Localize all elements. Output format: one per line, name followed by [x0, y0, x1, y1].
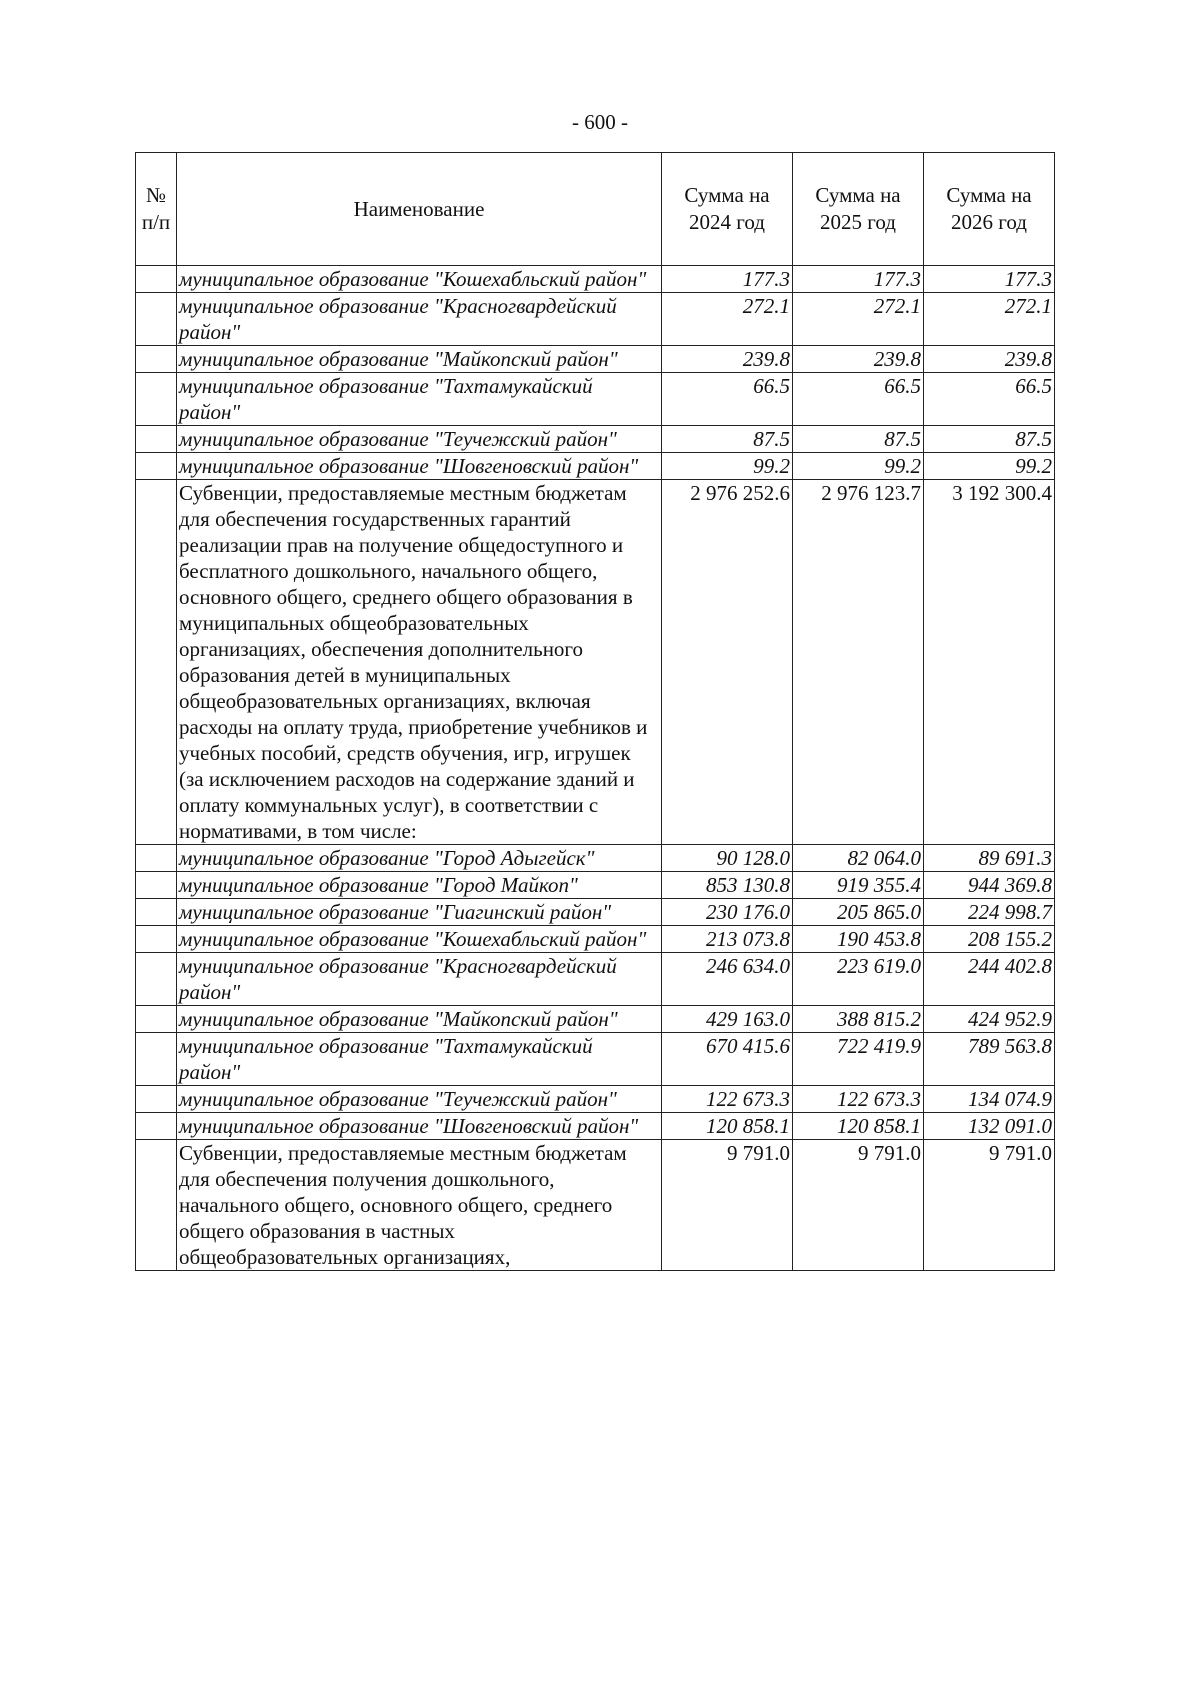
row-number-cell — [136, 1113, 177, 1140]
header-name: Наименование — [177, 153, 662, 266]
row-sum-2025-cell: 122 673.3 — [793, 1086, 924, 1113]
row-number-cell — [136, 266, 177, 293]
row-name-cell: муниципальное образование "Гиагинский район" — [177, 899, 662, 926]
table-row — [136, 1086, 1055, 1113]
table-row — [136, 899, 1055, 926]
table-row — [136, 266, 1055, 293]
row-number-cell — [136, 1006, 177, 1033]
row-sum-2024-cell: 177.3 — [662, 266, 793, 293]
table-row — [136, 1006, 1055, 1033]
row-number-cell — [136, 1140, 177, 1271]
row-sum-2026-cell: 789 563.8 — [924, 1033, 1055, 1086]
row-sum-2024-cell: 853 130.8 — [662, 872, 793, 899]
row-sum-2024-cell: 230 176.0 — [662, 899, 793, 926]
row-sum-2024-cell: 429 163.0 — [662, 1006, 793, 1033]
row-sum-2024-cell: 99.2 — [662, 453, 793, 480]
row-sum-2026-cell: 66.5 — [924, 373, 1055, 426]
table-header-row — [136, 153, 1055, 266]
row-name-cell: муниципальное образование "Шовгеновский район" — [177, 1113, 662, 1140]
table-row — [136, 426, 1055, 453]
row-name-cell: муниципальное образование "Кошехабльский район" — [177, 266, 662, 293]
header-sum-2026: Сумма на 2026 год — [924, 153, 1055, 266]
row-number-cell — [136, 480, 177, 845]
row-sum-2024-cell: 246 634.0 — [662, 953, 793, 1006]
row-sum-2026-cell: 272.1 — [924, 293, 1055, 346]
table-row — [136, 872, 1055, 899]
table-row — [136, 480, 1055, 845]
header-sum-2025: Сумма на 2025 год — [793, 153, 924, 266]
table-row — [136, 1033, 1055, 1086]
row-sum-2024-cell: 120 858.1 — [662, 1113, 793, 1140]
row-sum-2026-cell: 132 091.0 — [924, 1113, 1055, 1140]
row-sum-2026-cell: 424 952.9 — [924, 1006, 1055, 1033]
row-sum-2024-cell: 90 128.0 — [662, 845, 793, 872]
row-sum-2026-cell: 177.3 — [924, 266, 1055, 293]
row-name-cell: муниципальное образование "Кошехабльский район" — [177, 926, 662, 953]
row-sum-2025-cell: 120 858.1 — [793, 1113, 924, 1140]
row-sum-2025-cell: 177.3 — [793, 266, 924, 293]
table-row — [136, 953, 1055, 1006]
row-number-cell — [136, 1086, 177, 1113]
row-name-cell: муниципальное образование "Красногвардейский район" — [177, 293, 662, 346]
row-name-cell: муниципальное образование "Город Майкоп" — [177, 872, 662, 899]
row-name-cell: муниципальное образование "Тахтамукайский район" — [177, 373, 662, 426]
row-sum-2024-cell: 122 673.3 — [662, 1086, 793, 1113]
row-number-cell — [136, 926, 177, 953]
row-name-cell: муниципальное образование "Теучежский район" — [177, 426, 662, 453]
table-row — [136, 346, 1055, 373]
row-sum-2026-cell: 99.2 — [924, 453, 1055, 480]
row-sum-2024-cell: 9 791.0 — [662, 1140, 793, 1271]
row-sum-2026-cell: 244 402.8 — [924, 953, 1055, 1006]
row-sum-2025-cell: 82 064.0 — [793, 845, 924, 872]
row-name-cell: муниципальное образование "Красногвардейский район" — [177, 953, 662, 1006]
header-sum-2024: Сумма на 2024 год — [662, 153, 793, 266]
row-name-cell: муниципальное образование "Тахтамукайский район" — [177, 1033, 662, 1086]
row-number-cell — [136, 373, 177, 426]
row-sum-2026-cell: 224 998.7 — [924, 899, 1055, 926]
row-sum-2025-cell: 205 865.0 — [793, 899, 924, 926]
row-sum-2024-cell: 239.8 — [662, 346, 793, 373]
row-sum-2025-cell: 223 619.0 — [793, 953, 924, 1006]
row-sum-2026-cell: 89 691.3 — [924, 845, 1055, 872]
row-sum-2024-cell: 213 073.8 — [662, 926, 793, 953]
row-sum-2026-cell: 239.8 — [924, 346, 1055, 373]
row-number-cell — [136, 346, 177, 373]
table-row — [136, 1140, 1055, 1271]
table-row — [136, 926, 1055, 953]
row-sum-2025-cell: 272.1 — [793, 293, 924, 346]
row-sum-2025-cell: 190 453.8 — [793, 926, 924, 953]
row-sum-2025-cell: 99.2 — [793, 453, 924, 480]
row-name-cell: муниципальное образование "Майкопский район" — [177, 1006, 662, 1033]
row-name-cell: муниципальное образование "Город Адыгейск" — [177, 845, 662, 872]
table-row — [136, 845, 1055, 872]
row-number-cell — [136, 872, 177, 899]
row-sum-2024-cell: 87.5 — [662, 426, 793, 453]
row-number-cell — [136, 899, 177, 926]
row-sum-2025-cell: 2 976 123.7 — [793, 480, 924, 845]
row-name-cell: Субвенции, предоставляемые местным бюджетам для обеспечения получения дошкольного, начального общего, основного общего, среднего общего образования в частных общеобразовательных организациях, — [177, 1140, 662, 1271]
row-sum-2026-cell: 208 155.2 — [924, 926, 1055, 953]
row-name-cell: муниципальное образование "Шовгеновский район" — [177, 453, 662, 480]
row-sum-2026-cell: 87.5 — [924, 426, 1055, 453]
row-number-cell — [136, 293, 177, 346]
row-sum-2025-cell: 9 791.0 — [793, 1140, 924, 1271]
row-name-cell: Субвенции, предоставляемые местным бюджетам для обеспечения государственных гарантий реализации прав на получение общедоступного и бесплатного дошкольного, начального общего, основного общего, среднего общего образования в муниципальных общеобразовательных организациях, обеспечения дополнительного образования детей в муниципальных общеобразовательных организациях, включая расходы на оплату труда, приобретение учебников и учебных пособий, средств обучения, игр, игрушек (за исключением расходов на содержание зданий и оплату коммунальных услуг), в соответствии с нормативами, в том числе: — [177, 480, 662, 845]
table-body — [136, 266, 1055, 1271]
row-sum-2025-cell: 388 815.2 — [793, 1006, 924, 1033]
page-number: - 600 - — [572, 110, 628, 134]
row-name-cell: муниципальное образование "Майкопский район" — [177, 346, 662, 373]
row-sum-2024-cell: 670 415.6 — [662, 1033, 793, 1086]
row-number-cell — [136, 426, 177, 453]
header-no: № п/п — [136, 153, 177, 266]
row-sum-2026-cell: 134 074.9 — [924, 1086, 1055, 1113]
row-sum-2025-cell: 87.5 — [793, 426, 924, 453]
row-sum-2026-cell: 9 791.0 — [924, 1140, 1055, 1271]
row-number-cell — [136, 953, 177, 1006]
table-row — [136, 453, 1055, 480]
row-sum-2024-cell: 66.5 — [662, 373, 793, 426]
budget-table — [135, 152, 1055, 1271]
row-sum-2026-cell: 3 192 300.4 — [924, 480, 1055, 845]
row-sum-2025-cell: 722 419.9 — [793, 1033, 924, 1086]
row-number-cell — [136, 453, 177, 480]
row-sum-2024-cell: 2 976 252.6 — [662, 480, 793, 845]
table-row — [136, 1113, 1055, 1140]
row-name-cell: муниципальное образование "Теучежский район" — [177, 1086, 662, 1113]
row-sum-2025-cell: 66.5 — [793, 373, 924, 426]
row-sum-2024-cell: 272.1 — [662, 293, 793, 346]
row-sum-2025-cell: 919 355.4 — [793, 872, 924, 899]
table-row — [136, 293, 1055, 346]
row-number-cell — [136, 845, 177, 872]
row-sum-2026-cell: 944 369.8 — [924, 872, 1055, 899]
table-row — [136, 373, 1055, 426]
row-number-cell — [136, 1033, 177, 1086]
row-sum-2025-cell: 239.8 — [793, 346, 924, 373]
